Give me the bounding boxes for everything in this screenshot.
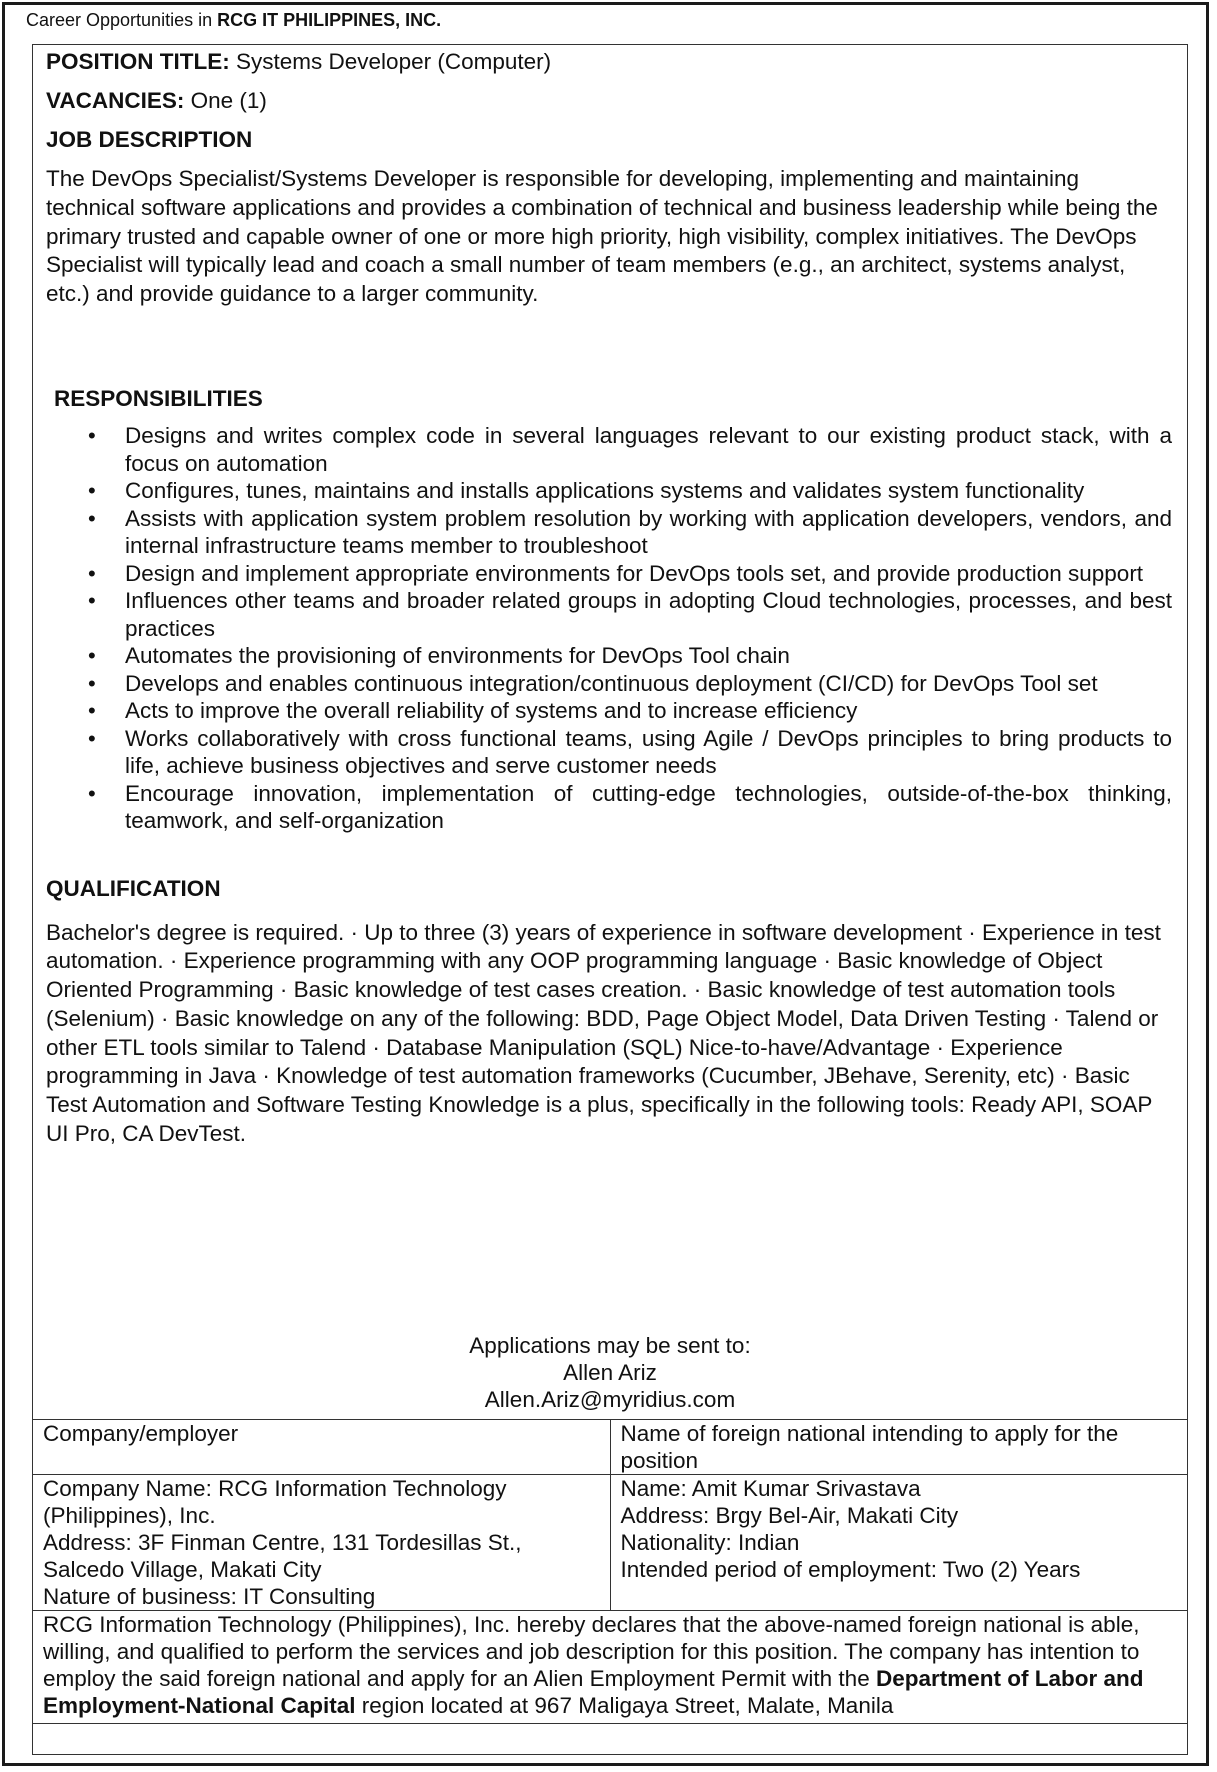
employment-period: Intended period of employment: Two (2) Years [620,1557,1081,1582]
page-header [26,9,441,31]
table-detail-row [33,1475,1188,1611]
job-description-text: The DevOps Specialist/Systems Developer is responsible for developing, implementing and maintaining technical software applications and provides a combination of technical and business leadership while being the primary trusted and capable owner of one or more high priority, high visibility, complex initiatives. The DevOps Specialist will typically lead and coach a small number of team members (e.g., an architect, systems analyst, etc.) and provide guidance to a larger community. [46,166,1158,307]
foreign-national-name: Name: Amit Kumar Srivastava [620,1476,921,1501]
company-name: Company Name: RCG Information Technology (Philippines), Inc. [43,1476,507,1528]
applications-block [32,1318,1188,1419]
responsibility-item: • Design and implement appropriate environments for DevOps tools set, and provide production support [46,560,1172,588]
responsibility-item: • Designs and writes complex code in several languages relevant to our existing product stack, with a focus on automation [46,422,1172,477]
foreign-national-address: Address: Brgy Bel-Air, Makati City [620,1503,959,1528]
nature-of-business: Nature of business: IT Consulting [43,1584,376,1609]
declaration-part-2: region located at 967 Maligaya Street, Malate, Manila [355,1693,894,1718]
foreign-national-nationality: Nationality: Indian [620,1530,800,1555]
qualification-heading: QUALIFICATION [46,875,221,901]
employer-table [32,1419,1188,1611]
header-company: RCG IT PHILIPPINES, INC. [217,10,442,30]
foreign-national-details [610,1475,1188,1611]
responsibility-item: • Influences other teams and broader related groups in adopting Cloud technologies, processes, and best practices [46,587,1172,642]
vacancies [46,87,1172,126]
responsibilities-list [46,422,1172,835]
job-posting-content [46,48,1172,1149]
responsibility-item: • Acts to improve the overall reliability of systems and to increase efficiency [46,697,1172,725]
responsibility-item: • Encourage innovation, implementation of cutting-edge technologies, outside-of-the-box thinking, teamwork, and self-organization [46,780,1172,835]
employer-details [33,1475,611,1611]
responsibility-item: • Configures, tunes, maintains and installs applications systems and validates system functionality [46,477,1172,505]
employer-column-header: Company/employer [33,1420,611,1475]
qualification-text: Bachelor's degree is required. · Up to three (3) years of experience in software development · Experience in test automation. · Experience programming with any OOP programming language · Basic knowledge of Object Oriented Programming · Basic knowledge of test cases creation. · Basic knowledge of test automation tools (Selenium) · Basic knowledge on any of the following: BDD, Page Object Model, Data Driven Testing · Talend or other ETL tools similar to Talend · Database Manipulation (SQL) Nice-to-have/Advantage · Experience programming in Java · Knowledge of test automation frameworks (Cucumber, JBehave, Serenity, etc) · Basic Test Automation and Software Testing Knowledge is a plus, specifically in the following tools: Ready API, SOAP UI Pro, CA DevTest. [46,919,1161,1147]
vacancies-label: VACANCIES: [46,88,185,113]
declaration-agency: Department of Labor and Employment-National Capital [43,1666,1144,1718]
contact-name: Allen Ariz [563,1360,657,1385]
position-title [46,48,1172,87]
declaration-text [32,1611,1188,1724]
applications-intro: Applications may be sent to: [469,1333,751,1358]
responsibility-item: • Develops and enables continuous integration/continuous deployment (CI/CD) for DevOps Tool set [46,670,1172,698]
declaration-part-1: RCG Information Technology (Philippines), Inc. hereby declares that the above-named foreign national is able, willing, and qualified to perform the services and job description for this position. The company has intention to employ the said foreign national and apply for an Alien Employment Permit with the [43,1612,1140,1691]
contact-email[interactable]: Allen.Ariz@myridius.com [484,1387,736,1412]
table-header-row [33,1420,1188,1475]
foreign-national-column-header: Name of foreign national intending to apply for the position [610,1420,1188,1475]
vacancies-value: One (1) [190,88,267,113]
position-value: Systems Developer (Computer) [236,49,552,74]
header-prefix: Career Opportunities in [26,10,218,30]
responsibility-item: • Works collaboratively with cross functional teams, using Agile / DevOps principles to bring products to life, achieve business objectives and serve customer needs [46,725,1172,780]
position-label: POSITION TITLE: [46,49,230,74]
company-address: Address: 3F Finman Centre, 131 Tordesillas St., Salcedo Village, Makati City [43,1530,522,1582]
responsibility-item: • Automates the provisioning of environments for DevOps Tool chain [46,642,1172,670]
job-description-heading: JOB DESCRIPTION [46,127,253,152]
application-section [32,1318,1188,1724]
responsibilities-heading: RESPONSIBILITIES [54,386,263,411]
responsibility-item: • Assists with application system problem resolution by working with application developers, vendors, and internal infrastructure teams member to troubleshoot [46,505,1172,560]
